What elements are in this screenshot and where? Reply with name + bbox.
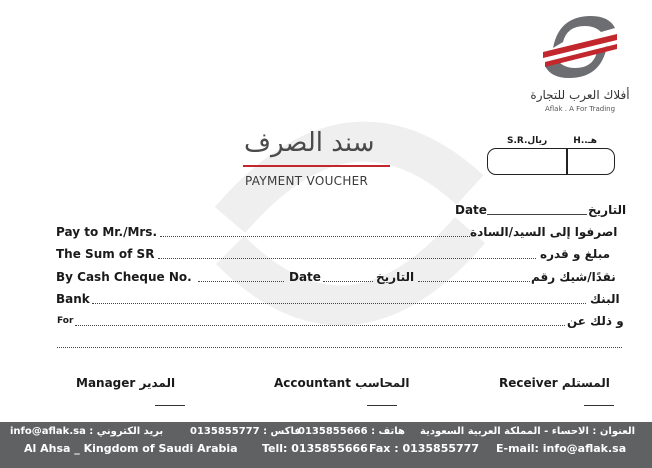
accountant-signature-label: Accountant المحاسب [274, 376, 410, 390]
cash-label-ar: نقدًا/شيك رقم [531, 270, 616, 284]
amount-box-divider [566, 149, 568, 174]
sum-label-ar: مبلغ و قدره [540, 247, 611, 261]
amount-h-label: H..هـ [573, 136, 597, 146]
receiver-signature-line[interactable] [584, 405, 614, 406]
footer-phone-ar: هاتف : 0135855666 [298, 426, 405, 437]
footer-address-en: Al Ahsa _ Kingdom of Saudi Arabia [24, 442, 238, 455]
footer-fax-en: Fax : 0135855777 [369, 442, 479, 455]
sum-line[interactable] [158, 258, 536, 259]
title-underline [243, 165, 390, 167]
cash-date-label-en: Date [289, 270, 321, 284]
for-label-ar: و ذلك عن [567, 314, 624, 328]
pay-to-label-ar: اصرفوا إلى السيد/السادة [470, 225, 618, 239]
receiver-signature-label: Receiver المستلم [499, 376, 610, 390]
pay-to-label-en: Pay to Mr./Mrs. [56, 225, 158, 239]
title-english: PAYMENT VOUCHER [245, 174, 369, 188]
amount-box[interactable] [487, 148, 615, 175]
extra-line[interactable] [57, 347, 622, 348]
logo-arabic-name: أفلاك العرب للتجارة [530, 88, 630, 102]
cash-date-label-ar: التاريخ [376, 270, 415, 284]
date-label-ar: التاريخ [588, 203, 627, 217]
footer-bar [0, 422, 652, 468]
accountant-signature-line[interactable] [367, 405, 397, 406]
footer-fax-ar: فاكس : 0135855777 [190, 426, 301, 437]
bank-label-ar: البنك [590, 292, 620, 306]
for-line[interactable] [75, 325, 565, 326]
amount-sr-label: S.R.ريال [507, 136, 548, 146]
logo-english-name: Aflak . A For Trading [544, 105, 616, 113]
date-line[interactable] [487, 214, 587, 215]
manager-signature-line[interactable] [155, 405, 185, 406]
footer-address-ar: العنوان : الاحساء - المملكة العربية السعودية [420, 426, 636, 437]
cheque-number-line[interactable] [198, 281, 284, 282]
cheque-date-line[interactable] [323, 281, 373, 282]
company-logo [525, 8, 635, 120]
cash-label-en: By Cash Cheque No. [56, 270, 192, 284]
date-label-en: Date [455, 203, 487, 217]
pay-to-line[interactable] [160, 236, 470, 237]
cheque-extra-line[interactable] [418, 281, 530, 282]
title-arabic: سند الصرف [244, 128, 375, 158]
bank-line[interactable] [92, 303, 586, 304]
aflak-logo-mark [539, 8, 621, 86]
manager-signature-label: Manager المدير [76, 376, 176, 390]
for-label-en: For [57, 316, 74, 326]
footer-email-en: E-mail: info@aflak.sa [496, 442, 627, 455]
footer-email-ar: info@aflak.sa : بريد الكتروني [10, 426, 164, 437]
bank-label-en: Bank [56, 292, 90, 306]
sum-label-en: The Sum of SR [56, 247, 155, 261]
footer-phone-en: Tell: 0135855666 [262, 442, 368, 455]
